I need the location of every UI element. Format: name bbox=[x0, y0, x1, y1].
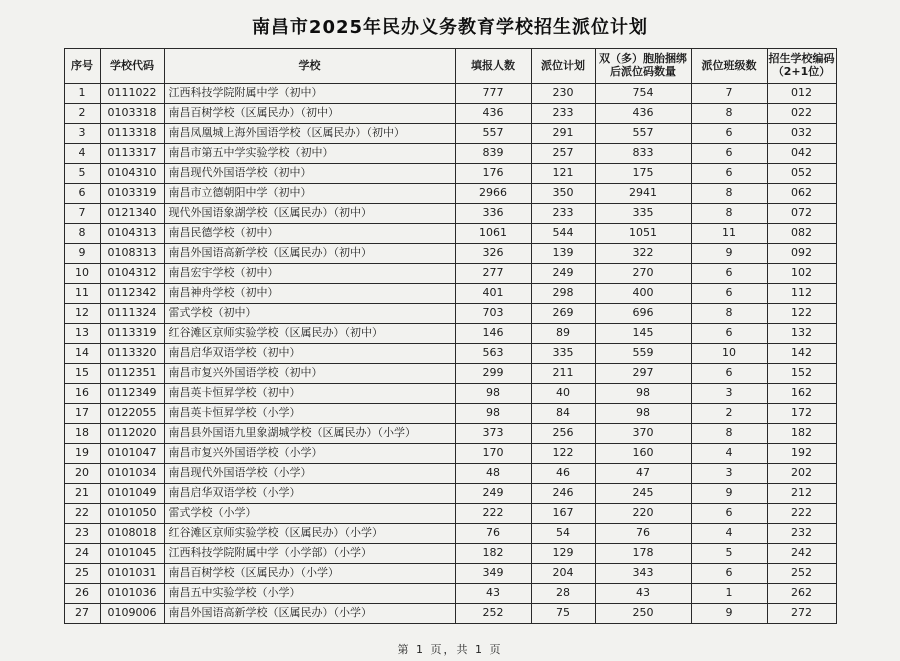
table-row bbox=[64, 544, 836, 564]
table-cell: 272 bbox=[767, 604, 836, 624]
table-cell: 0121340 bbox=[100, 204, 164, 224]
table-row bbox=[64, 164, 836, 184]
column-header: 双（多）胞胎捆绑后派位码数量 bbox=[595, 49, 691, 84]
table-cell: 176 bbox=[455, 164, 531, 184]
table-cell: 1051 bbox=[595, 224, 691, 244]
table-cell: 22 bbox=[64, 504, 100, 524]
table-cell: 245 bbox=[595, 484, 691, 504]
table-header-row bbox=[64, 49, 836, 84]
table-cell: 233 bbox=[531, 204, 595, 224]
table-row bbox=[64, 564, 836, 584]
table-cell: 557 bbox=[455, 124, 531, 144]
table-cell: 0101047 bbox=[100, 444, 164, 464]
table-cell: 6 bbox=[691, 324, 767, 344]
table-row bbox=[64, 104, 836, 124]
table-cell: 43 bbox=[455, 584, 531, 604]
table-cell: 46 bbox=[531, 464, 595, 484]
table-cell: 98 bbox=[595, 384, 691, 404]
table-cell: 9 bbox=[691, 604, 767, 624]
table-cell: 400 bbox=[595, 284, 691, 304]
table-cell: 8 bbox=[691, 184, 767, 204]
column-header: 学校 bbox=[164, 49, 455, 84]
table-cell: 777 bbox=[455, 84, 531, 104]
table-cell: 40 bbox=[531, 384, 595, 404]
table-cell: 0111022 bbox=[100, 84, 164, 104]
table-cell: 252 bbox=[767, 564, 836, 584]
table-cell: 122 bbox=[767, 304, 836, 324]
table-cell: 20 bbox=[64, 464, 100, 484]
table-cell: 南昌英卡恒昇学校（小学） bbox=[164, 404, 455, 424]
table-cell: 401 bbox=[455, 284, 531, 304]
table-row bbox=[64, 264, 836, 284]
table-cell: 042 bbox=[767, 144, 836, 164]
table-cell: 544 bbox=[531, 224, 595, 244]
table-cell: 84 bbox=[531, 404, 595, 424]
table-row bbox=[64, 204, 836, 224]
table-cell: 南昌宏宇学校（初中） bbox=[164, 264, 455, 284]
table-cell: 98 bbox=[455, 404, 531, 424]
table-cell: 75 bbox=[531, 604, 595, 624]
table-cell: 335 bbox=[595, 204, 691, 224]
table-cell: 南昌市复兴外国语学校（初中） bbox=[164, 364, 455, 384]
table-cell: 0103319 bbox=[100, 184, 164, 204]
table-cell: 14 bbox=[64, 344, 100, 364]
table-cell: 24 bbox=[64, 544, 100, 564]
table-row bbox=[64, 424, 836, 444]
table-cell: 0101036 bbox=[100, 584, 164, 604]
table-cell: 170 bbox=[455, 444, 531, 464]
table-cell: 1 bbox=[64, 84, 100, 104]
table-cell: 563 bbox=[455, 344, 531, 364]
table-cell: 102 bbox=[767, 264, 836, 284]
table-cell: 8 bbox=[691, 204, 767, 224]
table-cell: 062 bbox=[767, 184, 836, 204]
table-cell: 89 bbox=[531, 324, 595, 344]
table-cell: 277 bbox=[455, 264, 531, 284]
table-cell: 8 bbox=[691, 104, 767, 124]
table-cell: 212 bbox=[767, 484, 836, 504]
table-cell: 4 bbox=[691, 444, 767, 464]
table-cell: 178 bbox=[595, 544, 691, 564]
table-cell: 18 bbox=[64, 424, 100, 444]
table-cell: 南昌启华双语学校（初中） bbox=[164, 344, 455, 364]
table-cell: 703 bbox=[455, 304, 531, 324]
table-cell: 南昌英卡恒昇学校（初中） bbox=[164, 384, 455, 404]
column-header: 学校代码 bbox=[100, 49, 164, 84]
table-cell: 092 bbox=[767, 244, 836, 264]
table-cell: 南昌百树学校（区属民办）（初中） bbox=[164, 104, 455, 124]
table-cell: 2 bbox=[691, 404, 767, 424]
table-cell: 0103318 bbox=[100, 104, 164, 124]
table-cell: 0112351 bbox=[100, 364, 164, 384]
table-cell: 270 bbox=[595, 264, 691, 284]
table-cell: 211 bbox=[531, 364, 595, 384]
table-cell: 76 bbox=[455, 524, 531, 544]
table-cell: 54 bbox=[531, 524, 595, 544]
table-cell: 146 bbox=[455, 324, 531, 344]
table-cell: 0101031 bbox=[100, 564, 164, 584]
table-cell: 032 bbox=[767, 124, 836, 144]
table-cell: 8 bbox=[691, 304, 767, 324]
table-cell: 27 bbox=[64, 604, 100, 624]
table-row bbox=[64, 484, 836, 504]
table-cell: 13 bbox=[64, 324, 100, 344]
table-cell: 雷式学校（初中） bbox=[164, 304, 455, 324]
table-cell: 082 bbox=[767, 224, 836, 244]
table-row bbox=[64, 124, 836, 144]
table-cell: 182 bbox=[455, 544, 531, 564]
table-cell: 072 bbox=[767, 204, 836, 224]
table-row bbox=[64, 324, 836, 344]
table-cell: 0112020 bbox=[100, 424, 164, 444]
table-cell: 262 bbox=[767, 584, 836, 604]
table-cell: 182 bbox=[767, 424, 836, 444]
table-cell: 南昌外国语高新学校（区属民办）（小学） bbox=[164, 604, 455, 624]
table-cell: 139 bbox=[531, 244, 595, 264]
table-cell: 48 bbox=[455, 464, 531, 484]
table-cell: 0109006 bbox=[100, 604, 164, 624]
table-cell: 112 bbox=[767, 284, 836, 304]
table-cell: 红谷滩区京师实验学校（区属民办）（初中） bbox=[164, 324, 455, 344]
table-row bbox=[64, 284, 836, 304]
table-cell: 0113317 bbox=[100, 144, 164, 164]
enrollment-plan-table bbox=[64, 48, 837, 624]
table-cell: 7 bbox=[64, 204, 100, 224]
table-cell: 南昌启华双语学校（小学） bbox=[164, 484, 455, 504]
table-cell: 43 bbox=[595, 584, 691, 604]
table-cell: 江西科技学院附属中学（小学部）（小学） bbox=[164, 544, 455, 564]
table-cell: 436 bbox=[595, 104, 691, 124]
table-cell: 南昌百树学校（区属民办）（小学） bbox=[164, 564, 455, 584]
table-cell: 6 bbox=[691, 264, 767, 284]
table-cell: 249 bbox=[455, 484, 531, 504]
table-cell: 250 bbox=[595, 604, 691, 624]
table-cell: 326 bbox=[455, 244, 531, 264]
table-cell: 南昌现代外国语学校（小学） bbox=[164, 464, 455, 484]
table-cell: 335 bbox=[531, 344, 595, 364]
table-cell: 98 bbox=[455, 384, 531, 404]
table-cell: 0113318 bbox=[100, 124, 164, 144]
table-cell: 175 bbox=[595, 164, 691, 184]
table-cell: 10 bbox=[64, 264, 100, 284]
table-cell: 370 bbox=[595, 424, 691, 444]
table-cell: 121 bbox=[531, 164, 595, 184]
table-cell: 12 bbox=[64, 304, 100, 324]
column-header: 序号 bbox=[64, 49, 100, 84]
table-cell: 242 bbox=[767, 544, 836, 564]
table-cell: 343 bbox=[595, 564, 691, 584]
table-cell: 1061 bbox=[455, 224, 531, 244]
table-cell: 0101034 bbox=[100, 464, 164, 484]
table-cell: 222 bbox=[767, 504, 836, 524]
table-cell: 022 bbox=[767, 104, 836, 124]
table-cell: 3 bbox=[691, 384, 767, 404]
table-cell: 754 bbox=[595, 84, 691, 104]
table-cell: 172 bbox=[767, 404, 836, 424]
table-cell: 25 bbox=[64, 564, 100, 584]
table-cell: 0101045 bbox=[100, 544, 164, 564]
table-cell: 252 bbox=[455, 604, 531, 624]
table-cell: 202 bbox=[767, 464, 836, 484]
table-cell: 297 bbox=[595, 364, 691, 384]
table-cell: 5 bbox=[691, 544, 767, 564]
table-cell: 4 bbox=[64, 144, 100, 164]
table-cell: 28 bbox=[531, 584, 595, 604]
table-cell: 298 bbox=[531, 284, 595, 304]
table-cell: 9 bbox=[64, 244, 100, 264]
table-row bbox=[64, 504, 836, 524]
table-cell: 南昌凤凰城上海外国语学校（区属民办）（初中） bbox=[164, 124, 455, 144]
table-cell: 833 bbox=[595, 144, 691, 164]
table-cell: 3 bbox=[691, 464, 767, 484]
table-cell: 南昌外国语高新学校（区属民办）（初中） bbox=[164, 244, 455, 264]
table-row bbox=[64, 364, 836, 384]
table-cell: 0113320 bbox=[100, 344, 164, 364]
table-row bbox=[64, 404, 836, 424]
table-cell: 4 bbox=[691, 524, 767, 544]
table-cell: 8 bbox=[64, 224, 100, 244]
table-cell: 230 bbox=[531, 84, 595, 104]
table-cell: 160 bbox=[595, 444, 691, 464]
table-cell: 0112342 bbox=[100, 284, 164, 304]
table-cell: 江西科技学院附属中学（初中） bbox=[164, 84, 455, 104]
table-cell: 南昌五中实验学校（小学） bbox=[164, 584, 455, 604]
table-cell: 249 bbox=[531, 264, 595, 284]
table-cell: 322 bbox=[595, 244, 691, 264]
table-row bbox=[64, 584, 836, 604]
table-cell: 雷式学校（小学） bbox=[164, 504, 455, 524]
table-row bbox=[64, 464, 836, 484]
table-cell: 南昌市第五中学实验学校（初中） bbox=[164, 144, 455, 164]
table-cell: 012 bbox=[767, 84, 836, 104]
table-cell: 2941 bbox=[595, 184, 691, 204]
table-cell: 0113319 bbox=[100, 324, 164, 344]
table-cell: 6 bbox=[691, 124, 767, 144]
table-cell: 16 bbox=[64, 384, 100, 404]
table-cell: 257 bbox=[531, 144, 595, 164]
table-cell: 17 bbox=[64, 404, 100, 424]
table-cell: 0104312 bbox=[100, 264, 164, 284]
table-cell: 1 bbox=[691, 584, 767, 604]
table-cell: 052 bbox=[767, 164, 836, 184]
table-row bbox=[64, 304, 836, 324]
table-cell: 145 bbox=[595, 324, 691, 344]
table-cell: 8 bbox=[691, 424, 767, 444]
table-row bbox=[64, 224, 836, 244]
table-cell: 192 bbox=[767, 444, 836, 464]
table-cell: 10 bbox=[691, 344, 767, 364]
table-row bbox=[64, 344, 836, 364]
table-cell: 0108018 bbox=[100, 524, 164, 544]
table-cell: 269 bbox=[531, 304, 595, 324]
page-number: 第 1 页，共 1 页 bbox=[397, 643, 503, 656]
table-cell: 11 bbox=[691, 224, 767, 244]
table-cell: 256 bbox=[531, 424, 595, 444]
table-cell: 129 bbox=[531, 544, 595, 564]
table-cell: 47 bbox=[595, 464, 691, 484]
table-cell: 0108313 bbox=[100, 244, 164, 264]
table-cell: 0112349 bbox=[100, 384, 164, 404]
table-row bbox=[64, 244, 836, 264]
table-cell: 0111324 bbox=[100, 304, 164, 324]
table-cell: 233 bbox=[531, 104, 595, 124]
table-cell: 6 bbox=[64, 184, 100, 204]
table-cell: 204 bbox=[531, 564, 595, 584]
table-header bbox=[64, 49, 836, 84]
table-cell: 9 bbox=[691, 484, 767, 504]
table-cell: 6 bbox=[691, 364, 767, 384]
table-row bbox=[64, 524, 836, 544]
table-cell: 7 bbox=[691, 84, 767, 104]
page-title: 南昌市2025年民办义务教育学校招生派位计划 bbox=[251, 17, 649, 38]
table-cell: 南昌神舟学校（初中） bbox=[164, 284, 455, 304]
table-cell: 15 bbox=[64, 364, 100, 384]
table-cell: 0104313 bbox=[100, 224, 164, 244]
table-cell: 0101049 bbox=[100, 484, 164, 504]
table-cell: 167 bbox=[531, 504, 595, 524]
table-cell: 南昌县外国语九里象湖城学校（区属民办）（小学） bbox=[164, 424, 455, 444]
table-cell: 6 bbox=[691, 284, 767, 304]
table-cell: 9 bbox=[691, 244, 767, 264]
table-row bbox=[64, 184, 836, 204]
table-cell: 南昌市复兴外国语学校（小学） bbox=[164, 444, 455, 464]
table-cell: 220 bbox=[595, 504, 691, 524]
table-cell: 336 bbox=[455, 204, 531, 224]
table-cell: 2 bbox=[64, 104, 100, 124]
table-cell: 350 bbox=[531, 184, 595, 204]
table-cell: 6 bbox=[691, 564, 767, 584]
table-row bbox=[64, 384, 836, 404]
table-cell: 南昌市立德朝阳中学（初中） bbox=[164, 184, 455, 204]
column-header: 招生学校编码（2+1位） bbox=[767, 49, 836, 84]
table-cell: 3 bbox=[64, 124, 100, 144]
table-cell: 6 bbox=[691, 164, 767, 184]
table-cell: 559 bbox=[595, 344, 691, 364]
table-cell: 246 bbox=[531, 484, 595, 504]
table-cell: 0122055 bbox=[100, 404, 164, 424]
table-cell: 132 bbox=[767, 324, 836, 344]
table-cell: 0101050 bbox=[100, 504, 164, 524]
table-row bbox=[64, 144, 836, 164]
table-cell: 162 bbox=[767, 384, 836, 404]
table-cell: 349 bbox=[455, 564, 531, 584]
table-cell: 26 bbox=[64, 584, 100, 604]
table-cell: 98 bbox=[595, 404, 691, 424]
table-cell: 21 bbox=[64, 484, 100, 504]
table-cell: 现代外国语象湖学校（区属民办）（初中） bbox=[164, 204, 455, 224]
table-cell: 南昌现代外国语学校（初中） bbox=[164, 164, 455, 184]
table-cell: 152 bbox=[767, 364, 836, 384]
table-cell: 2966 bbox=[455, 184, 531, 204]
table-cell: 142 bbox=[767, 344, 836, 364]
table-cell: 76 bbox=[595, 524, 691, 544]
table-cell: 11 bbox=[64, 284, 100, 304]
table-body bbox=[64, 84, 836, 624]
table-cell: 6 bbox=[691, 504, 767, 524]
column-header: 派位班级数 bbox=[691, 49, 767, 84]
column-header: 派位计划 bbox=[531, 49, 595, 84]
table-cell: 0104310 bbox=[100, 164, 164, 184]
table-cell: 122 bbox=[531, 444, 595, 464]
table-cell: 6 bbox=[691, 144, 767, 164]
table-cell: 436 bbox=[455, 104, 531, 124]
table-cell: 299 bbox=[455, 364, 531, 384]
table-cell: 839 bbox=[455, 144, 531, 164]
table-cell: 291 bbox=[531, 124, 595, 144]
table-cell: 557 bbox=[595, 124, 691, 144]
table-cell: 23 bbox=[64, 524, 100, 544]
table-cell: 696 bbox=[595, 304, 691, 324]
table-row bbox=[64, 444, 836, 464]
table-cell: 红谷滩区京师实验学校（区属民办）（小学） bbox=[164, 524, 455, 544]
table-cell: 222 bbox=[455, 504, 531, 524]
table-cell: 19 bbox=[64, 444, 100, 464]
table-cell: 232 bbox=[767, 524, 836, 544]
table-cell: 南昌民德学校（初中） bbox=[164, 224, 455, 244]
table-cell: 373 bbox=[455, 424, 531, 444]
table-cell: 5 bbox=[64, 164, 100, 184]
table-row bbox=[64, 604, 836, 624]
column-header: 填报人数 bbox=[455, 49, 531, 84]
table-row bbox=[64, 84, 836, 104]
